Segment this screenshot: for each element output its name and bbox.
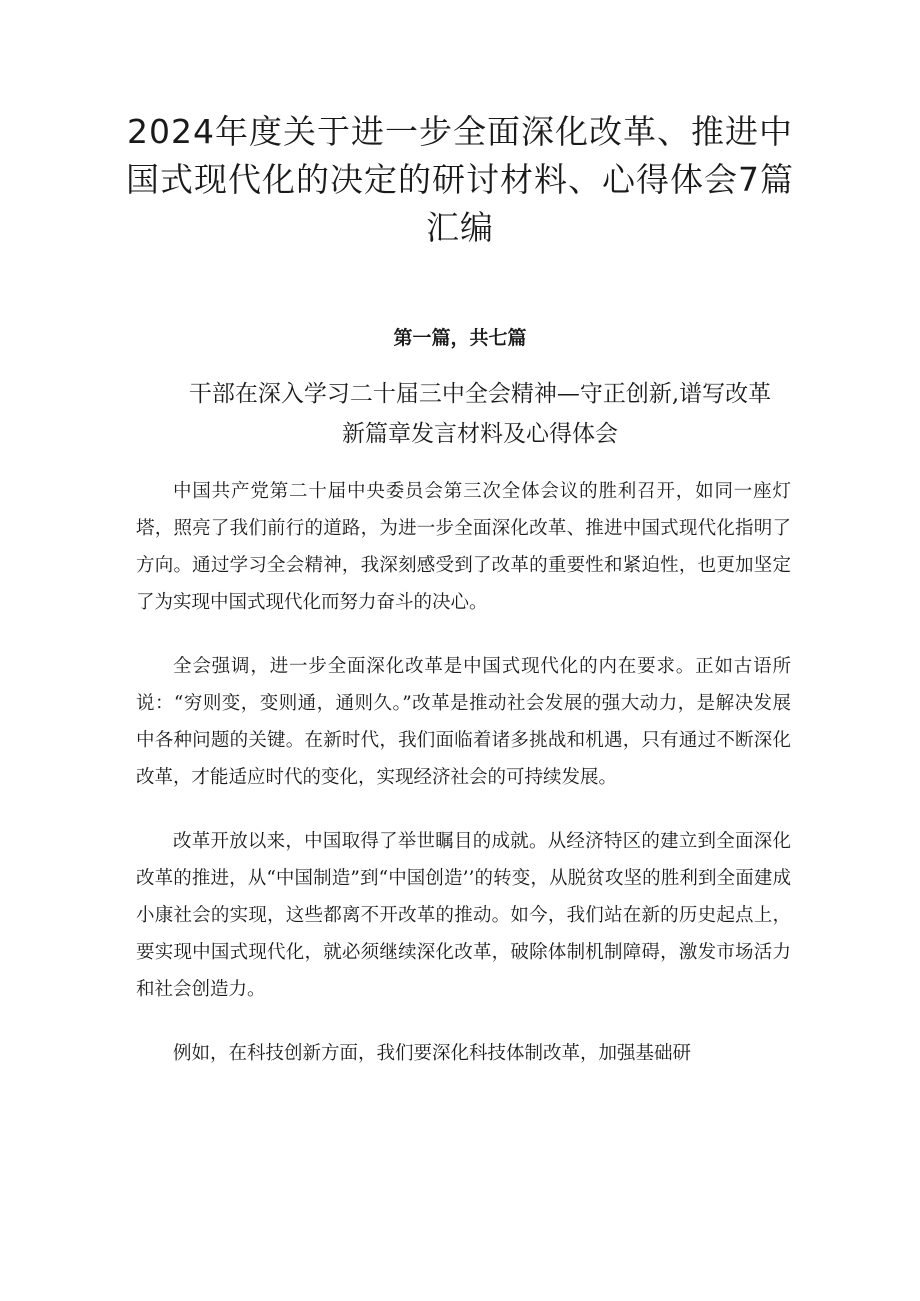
section-heading: 第一篇，共七篇	[393, 327, 527, 349]
body-paragraph: 中国共产党第二十届中央委员会第三次全体会议的胜利召开，如同一座灯塔，照亮了我们前行的道路，为进一步全面深化改革、推进中国式现代化指明了方向。通过学习全会精神，我深刻感受到了改革的重要性和紧迫性，也更加坚定了为实现中国式现代化而努力奋斗的决心。	[136, 481, 791, 613]
article-body	[136, 473, 791, 1072]
document-title: 2024年度关于进一步全面深化改革、推进中国式现代化的决定的研讨材料、心得体会7篇汇编	[126, 112, 794, 247]
body-paragraph: 全会强调，进一步全面深化改革是中国式现代化的内在要求。正如古语所说：“穷则变，变则通，通则久。”改革是推动社会发展的强大动力，是解决发展中各种问题的关键。在新时代，我们面临着诸多挑战和机遇，只有通过不断深化改革，才能适应时代的变化，实现经济社会的可持续发展。	[136, 656, 791, 788]
body-paragraph: 例如，在科技创新方面，我们要深化科技体制改革，加强基础研	[173, 1043, 692, 1064]
body-paragraph: 改革开放以来，中国取得了举世瞩目的成就。从经济特区的建立到全面深化改革的推进，从“中国制造”到“中国创造’’的转变，从脱贫攻坚的胜利到全面建成小康社会的实现，这些都离不开改革的推动。如今，我们站在新的历史起点上，要实现中国式现代化，就必须继续深化改革，破除体制机制障碍，激发市场活力和社会创造力。	[136, 831, 791, 1000]
article-title: 干部在深入学习二十届三中全会精神—守正创新,谱写改革新篇章发言材料及心得体会	[188, 381, 772, 447]
